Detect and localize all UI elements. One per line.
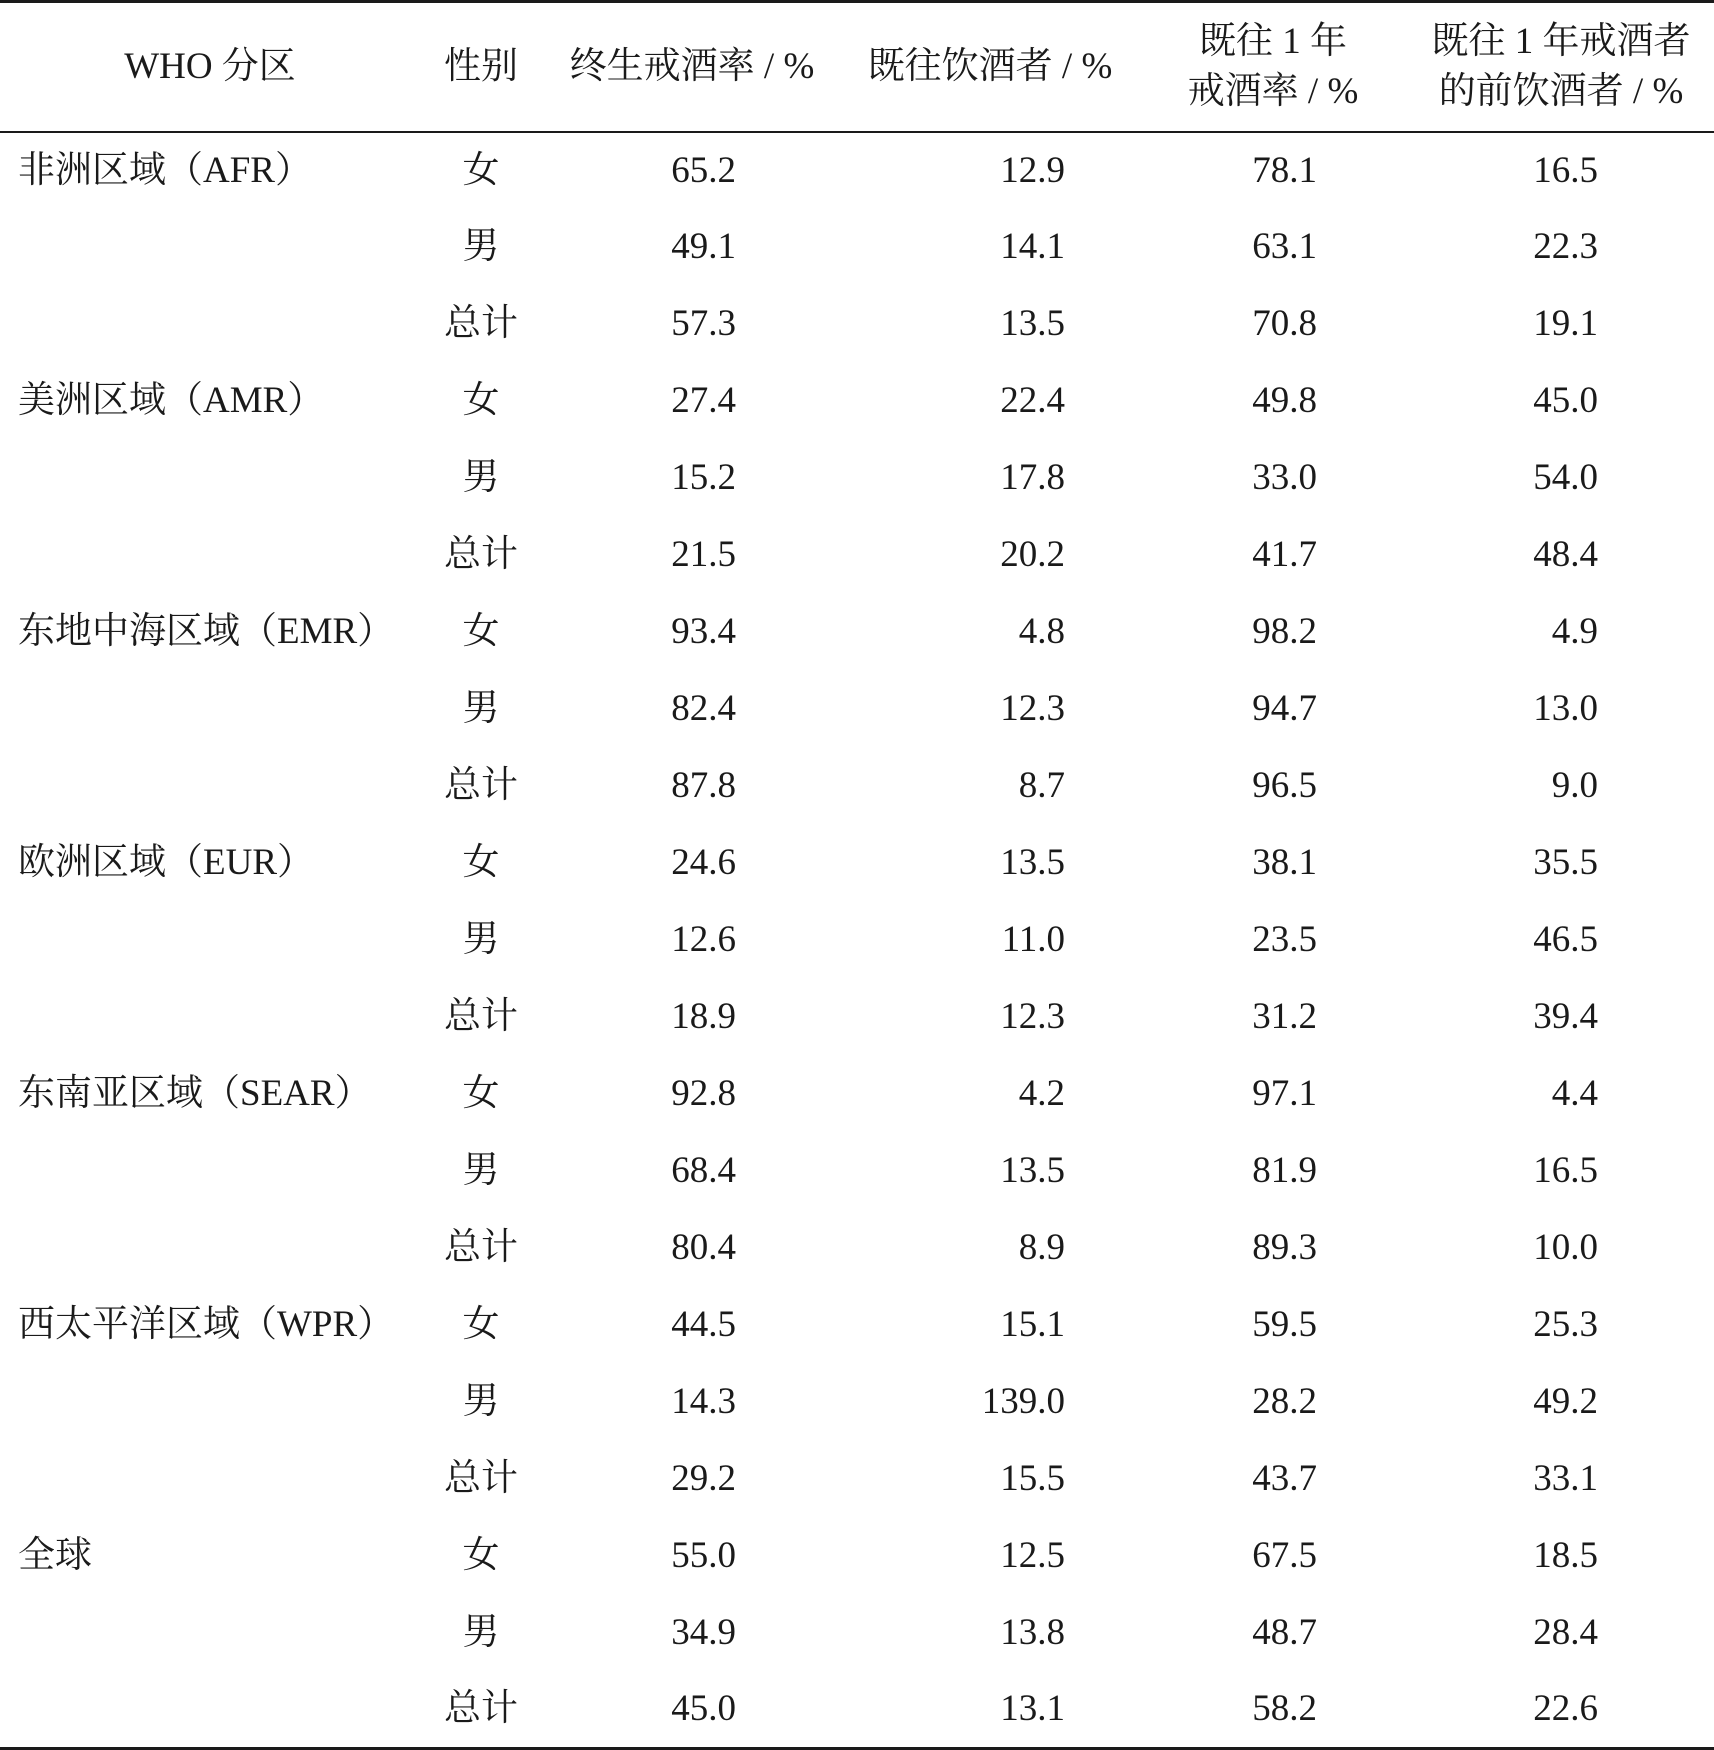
table-row [0, 594, 1714, 671]
cell-lifetime-abstention: 57.3 [671, 303, 736, 344]
cell-past-year-former-drinkers: 46.5 [1533, 919, 1598, 960]
header-past-year-abstention-line2: 戒酒率 / % [1187, 70, 1359, 112]
cell-former-drinkers: 4.2 [1018, 1073, 1065, 1114]
cell-sex: 女 [462, 1535, 500, 1576]
cell-lifetime-abstention: 45.0 [542, 1672, 842, 1749]
cell-past-year-former-drinkers: 33.1 [1533, 1458, 1598, 1499]
cell-former-drinkers: 12.5 [1000, 1535, 1065, 1576]
cell-region [0, 1210, 420, 1287]
cell-past-year-abstention: 48.7 [1252, 1612, 1317, 1653]
cell-former-drinkers: 13.8 [1000, 1612, 1065, 1653]
table-row [0, 1056, 1714, 1133]
cell-region [0, 286, 420, 363]
cell-past-year-former-drinkers: 16.5 [1533, 1150, 1598, 1191]
cell-past-year-abstention: 97.1 [1252, 1073, 1317, 1114]
cell-region [0, 671, 420, 748]
table-row [0, 1364, 1714, 1441]
cell-past-year-former-drinkers: 10.0 [1533, 1227, 1598, 1268]
cell-past-year-abstention: 41.7 [1252, 534, 1317, 575]
cell-former-drinkers: 15.5 [1000, 1458, 1065, 1499]
cell-sex: 女 [462, 611, 500, 652]
cell-past-year-abstention: 70.8 [1252, 303, 1317, 344]
table-row [0, 1518, 1714, 1595]
cell-past-year-abstention: 94.7 [1252, 688, 1317, 729]
cell-region [0, 1672, 420, 1749]
cell-region: 美洲区域（AMR） [18, 380, 325, 421]
cell-region [0, 1595, 420, 1672]
cell-former-drinkers: 139.0 [981, 1381, 1065, 1422]
cell-lifetime-abstention: 92.8 [671, 1073, 736, 1114]
cell-sex: 男 [462, 226, 500, 267]
cell-past-year-former-drinkers: 4.4 [1551, 1073, 1598, 1114]
cell-region [0, 748, 420, 825]
cell-past-year-abstention: 78.1 [1252, 149, 1317, 191]
cell-past-year-former-drinkers: 16.5 [1533, 149, 1598, 191]
table-row [0, 1595, 1714, 1672]
cell-region [0, 1441, 420, 1518]
cell-lifetime-abstention: 80.4 [671, 1227, 736, 1268]
header-row [0, 2, 1714, 132]
cell-lifetime-abstention: 49.1 [671, 226, 736, 267]
cell-sex: 总计 [444, 765, 518, 806]
cell-region [0, 209, 420, 286]
cell-sex: 男 [462, 1612, 500, 1653]
cell-former-drinkers: 8.7 [1018, 765, 1065, 806]
cell-past-year-abstention: 59.5 [1252, 1304, 1317, 1345]
table-row [0, 1133, 1714, 1210]
cell-past-year-former-drinkers: 25.3 [1533, 1304, 1598, 1345]
cell-former-drinkers: 17.8 [1000, 457, 1065, 498]
cell-sex: 女 [462, 380, 500, 421]
cell-lifetime-abstention: 68.4 [671, 1150, 736, 1191]
cell-past-year-former-drinkers: 28.4 [1533, 1612, 1598, 1653]
cell-past-year-former-drinkers: 13.0 [1533, 688, 1598, 729]
cell-lifetime-abstention: 15.2 [671, 457, 736, 498]
header-former-drinkers: 既往饮酒者 / % [842, 2, 1138, 132]
cell-past-year-former-drinkers: 35.5 [1533, 842, 1598, 883]
table-row [0, 748, 1714, 825]
cell-past-year-former-drinkers: 22.3 [1533, 226, 1598, 267]
cell-former-drinkers: 13.5 [1000, 1150, 1065, 1191]
cell-former-drinkers: 12.3 [1000, 996, 1065, 1037]
cell-past-year-abstention: 33.0 [1252, 457, 1317, 498]
header-past-year-former-drinkers [1408, 2, 1714, 132]
cell-past-year-abstention: 63.1 [1252, 226, 1317, 267]
cell-past-year-abstention: 98.2 [1252, 611, 1317, 652]
cell-former-drinkers: 20.2 [1000, 534, 1065, 575]
cell-lifetime-abstention: 14.3 [671, 1381, 736, 1422]
cell-past-year-abstention: 31.2 [1252, 996, 1317, 1037]
cell-past-year-abstention: 43.7 [1252, 1458, 1317, 1499]
cell-former-drinkers: 13.5 [1000, 303, 1065, 344]
table-row [0, 132, 1714, 209]
cell-former-drinkers: 12.9 [1000, 149, 1065, 191]
table-body [0, 132, 1714, 1749]
cell-past-year-abstention: 23.5 [1252, 919, 1317, 960]
cell-region [0, 1133, 420, 1210]
cell-sex: 男 [462, 688, 500, 729]
cell-region: 西太平洋区域（WPR） [18, 1304, 395, 1345]
cell-past-year-former-drinkers: 45.0 [1533, 380, 1598, 421]
header-past-year-abstention-line1: 既往 1 年 [1199, 20, 1347, 62]
cell-region: 非洲区域（AFR） [18, 149, 312, 191]
cell-former-drinkers: 13.1 [842, 1672, 1138, 1749]
cell-lifetime-abstention: 55.0 [671, 1535, 736, 1576]
table-header [0, 2, 1714, 132]
header-region: WHO 分区 [0, 2, 420, 132]
cell-region [0, 902, 420, 979]
cell-lifetime-abstention: 12.6 [671, 919, 736, 960]
cell-lifetime-abstention: 87.8 [671, 765, 736, 806]
cell-past-year-former-drinkers: 49.2 [1533, 1381, 1598, 1422]
cell-lifetime-abstention: 34.9 [671, 1612, 736, 1653]
cell-sex: 男 [462, 1381, 500, 1422]
cell-lifetime-abstention: 44.5 [671, 1304, 736, 1345]
cell-sex: 总计 [444, 303, 518, 344]
cell-past-year-abstention: 49.8 [1252, 380, 1317, 421]
table-row [0, 902, 1714, 979]
cell-former-drinkers: 11.0 [1001, 919, 1065, 960]
cell-past-year-abstention: 89.3 [1252, 1227, 1317, 1268]
cell-region [0, 517, 420, 594]
cell-past-year-abstention: 38.1 [1252, 842, 1317, 883]
cell-past-year-abstention: 58.2 [1138, 1672, 1408, 1749]
cell-lifetime-abstention: 21.5 [671, 534, 736, 575]
cell-region [0, 979, 420, 1056]
table-row [0, 1672, 1714, 1749]
cell-former-drinkers: 13.5 [1000, 842, 1065, 883]
table-row [0, 825, 1714, 902]
cell-former-drinkers: 15.1 [1000, 1304, 1065, 1345]
cell-region: 全球 [18, 1535, 92, 1576]
table-row [0, 517, 1714, 594]
cell-former-drinkers: 4.8 [1018, 611, 1065, 652]
cell-past-year-former-drinkers: 39.4 [1533, 996, 1598, 1037]
cell-former-drinkers: 8.9 [1018, 1227, 1065, 1268]
cell-past-year-former-drinkers: 22.6 [1408, 1672, 1714, 1749]
cell-sex: 女 [462, 1304, 500, 1345]
cell-past-year-former-drinkers: 48.4 [1533, 534, 1598, 575]
cell-former-drinkers: 14.1 [1000, 226, 1065, 267]
table-row [0, 209, 1714, 286]
cell-region: 欧洲区域（EUR） [18, 842, 314, 883]
cell-region: 东南亚区域（SEAR） [18, 1073, 372, 1114]
cell-region: 东地中海区域（EMR） [18, 611, 395, 652]
cell-lifetime-abstention: 29.2 [671, 1458, 736, 1499]
cell-past-year-former-drinkers: 18.5 [1533, 1535, 1598, 1576]
cell-past-year-former-drinkers: 19.1 [1533, 303, 1598, 344]
cell-past-year-abstention: 28.2 [1252, 1381, 1317, 1422]
header-past-year-former-line2: 的前饮酒者 / % [1438, 70, 1684, 112]
cell-lifetime-abstention: 27.4 [671, 380, 736, 421]
cell-sex: 女 [462, 1073, 500, 1114]
cell-former-drinkers: 12.3 [1000, 688, 1065, 729]
table-row [0, 671, 1714, 748]
header-past-year-former-line1: 既往 1 年戒酒者 [1431, 20, 1691, 62]
cell-sex: 男 [462, 457, 500, 498]
cell-past-year-abstention: 67.5 [1252, 1535, 1317, 1576]
cell-sex: 总计 [444, 534, 518, 575]
cell-lifetime-abstention: 65.2 [671, 149, 736, 191]
cell-past-year-former-drinkers: 4.9 [1551, 611, 1598, 652]
cell-sex: 女 [462, 149, 500, 191]
cell-region [0, 440, 420, 517]
cell-sex: 总计 [420, 1672, 542, 1749]
table-row [0, 1441, 1714, 1518]
table-row [0, 1287, 1714, 1364]
table-row [0, 286, 1714, 363]
cell-lifetime-abstention: 18.9 [671, 996, 736, 1037]
header-sex: 性别 [420, 2, 542, 132]
cell-sex: 总计 [444, 996, 518, 1037]
cell-past-year-abstention: 81.9 [1252, 1150, 1317, 1191]
cell-former-drinkers: 22.4 [1000, 380, 1065, 421]
header-lifetime-abstention: 终生戒酒率 / % [542, 2, 842, 132]
cell-past-year-abstention: 96.5 [1252, 765, 1317, 806]
cell-past-year-former-drinkers: 9.0 [1551, 765, 1598, 806]
cell-sex: 女 [462, 842, 500, 883]
table-row [0, 979, 1714, 1056]
header-past-year-abstention [1138, 2, 1408, 132]
cell-lifetime-abstention: 93.4 [671, 611, 736, 652]
cell-region [0, 1364, 420, 1441]
cell-sex: 男 [462, 1150, 500, 1191]
cell-lifetime-abstention: 24.6 [671, 842, 736, 883]
table-row [0, 363, 1714, 440]
cell-past-year-former-drinkers: 54.0 [1533, 457, 1598, 498]
cell-sex: 总计 [444, 1227, 518, 1268]
table-row [0, 1210, 1714, 1287]
table-row [0, 440, 1714, 517]
cell-sex: 男 [462, 919, 500, 960]
cell-sex: 总计 [444, 1458, 518, 1499]
cell-lifetime-abstention: 82.4 [671, 688, 736, 729]
